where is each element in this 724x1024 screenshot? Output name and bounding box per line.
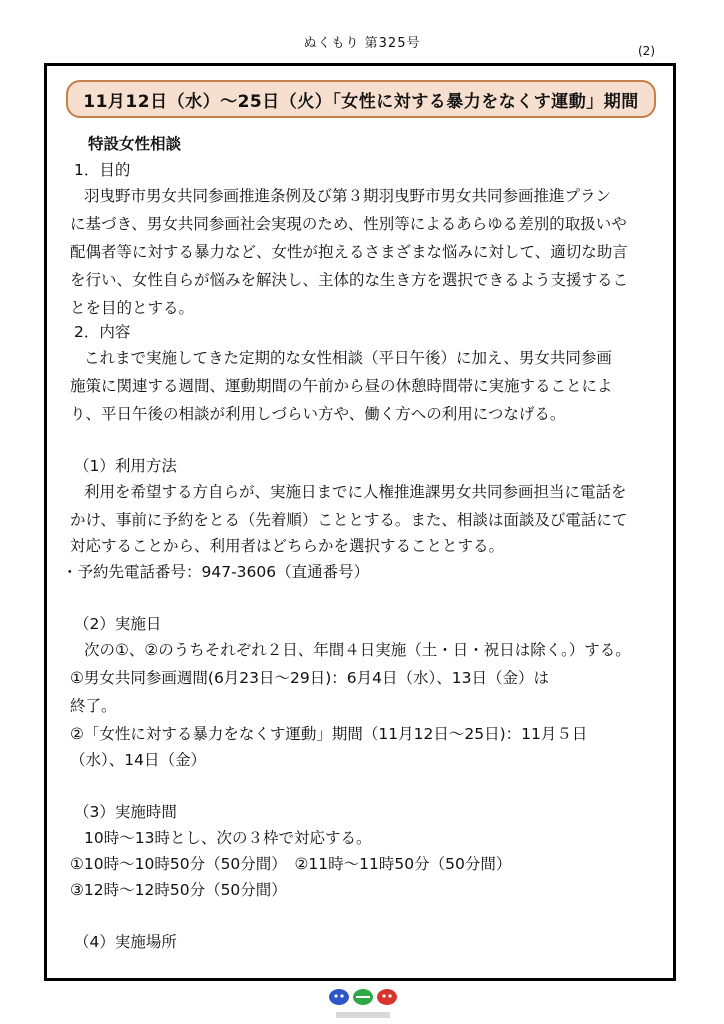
banner-title: 11月12日（水）～25日（火）「女性に対する暴力をなくす運動」期間 — [83, 91, 639, 112]
dates-line: ②「女性に対する暴力をなくす運動」期間（11月12日～25日)：11月５日 — [70, 725, 588, 743]
time-line: ①10時～10時50分（50分間） ②11時～11時50分（50分間） — [70, 855, 512, 873]
dates-line: （水）、14日（金） — [70, 751, 206, 769]
dates-line: ①男女共同参画週間(6月23日～29日)：6月4日（水）、13日（金）は — [70, 669, 549, 687]
usage-line: 利用を希望する方自らが、実施日までに人権推進課男女共同参画担当に電話を — [84, 483, 627, 501]
time-line: ③12時～12時50分（50分間） — [70, 881, 287, 899]
usage-line: 対応することから、利用者はどちらかを選択することとする。 — [70, 537, 505, 555]
usage-heading: （1）利用方法 — [74, 457, 177, 475]
purpose-line: 羽曳野市男女共同参画推進条例及び第３期羽曳野市男女共同参画推進プラン — [84, 187, 612, 205]
content-line: り、平日午後の相談が利用しづらい方や、働く方への利用につなげる。 — [70, 405, 566, 423]
article-heading: 特設女性相談 — [88, 135, 182, 153]
campaign-banner — [66, 80, 656, 118]
purpose-heading: 1．目的 — [74, 161, 131, 179]
dates-line: 終了。 — [70, 697, 117, 715]
newsletter-title: ぬくもり 第325号 — [303, 36, 421, 51]
dates-line: 次の①、②のうちそれぞれ２日、年間４日実施（土・日・祝日は除く。）する。 — [84, 641, 631, 659]
time-heading: （3）実施時間 — [74, 803, 177, 821]
purpose-line: とを目的とする。 — [70, 299, 195, 317]
content-heading: 2．内容 — [74, 323, 131, 341]
place-heading: （4）実施場所 — [74, 933, 177, 951]
time-line: 10時～13時とし、次の３枠で対応する。 — [84, 829, 372, 847]
purpose-line: 配偶者等に対する暴力など、女性が抱えるさまざまな悩みに対して、適切な助言 — [70, 243, 628, 261]
phone-number-line: ・予約先電話番号：947-3606（直通番号） — [62, 563, 370, 581]
usage-line: かけ、事前に予約をとる（先着順）こととする。また、相談は面談及び電話にて — [70, 511, 628, 529]
purpose-line: を行い、女性自らが悩みを解決し、主体的な生き方を選択できるよう支援するこ — [70, 271, 629, 289]
mascot-logo-icon — [326, 986, 400, 1008]
dates-heading: （2）実施日 — [74, 615, 162, 633]
content-line: これまで実施してきた定期的な女性相談（平日午後）に加え、男女共同参画 — [84, 349, 612, 367]
page-number: (2) — [638, 44, 655, 58]
content-line: 施策に関連する週間、運動期間の午前から昼の休憩時間帯に実施することによ — [70, 377, 613, 395]
purpose-line: に基づき、男女共同参画社会実現のため、性別等によるあらゆる差別的取扱いや — [70, 215, 627, 233]
logo-caption-bar — [336, 1012, 390, 1018]
